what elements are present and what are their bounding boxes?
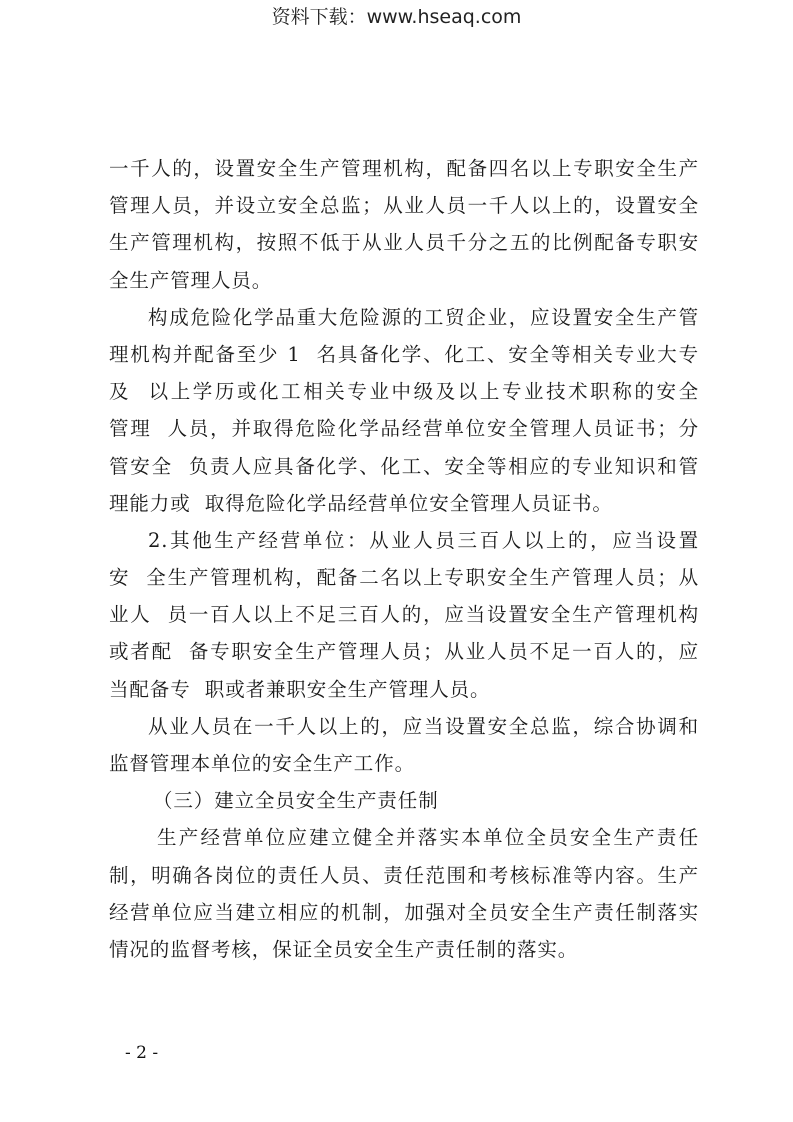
paragraph-3-line-2: 安 全生产管理机构，配备二名以上专职安全生产管理人员；从: [109, 566, 699, 590]
document-body: [109, 150, 699, 968]
paragraph-6-line-4: 情况的监督考核，保证全员安全生产责任制的落实。: [109, 937, 579, 961]
paragraph-1-line-4: 全生产管理人员。: [109, 268, 273, 292]
paragraph-2-line-6: 理能力或 取得危险化学品经营单位安全管理人员证书。: [109, 491, 613, 515]
paragraph-1-line-2: 管理人员，并设立安全总监；从业人员一千人以上的，设置安全: [109, 194, 699, 218]
paragraph-2-line-3: 及 以上学历或化工相关专业中级及以上专业技术职称的安全: [109, 380, 699, 404]
paragraph-3-line-3: 业人 员一百人以上不足三百人的，应当设置安全生产管理机构: [109, 603, 699, 627]
paragraph-6-line-3: 经营单位应当建立相应的机制，加强对全员安全生产责任制落实: [109, 900, 699, 924]
paragraph-4-line-2: 监督管理本单位的安全生产工作。: [109, 752, 416, 775]
paragraph-6-line-2: 制，明确各岗位的责任人员、责任范围和考核标准等内容。生产: [109, 863, 699, 887]
section-heading: （三）建立全员安全生产责任制: [153, 789, 439, 813]
paragraph-3-line-1: 2.其他生产经营单位：从业人员三百人以上的，应当设置: [148, 528, 699, 552]
paragraph-3-line-5: 当配备专 职或者兼职安全生产管理人员。: [109, 677, 491, 701]
paragraph-2-line-1: 构成危险化学品重大危险源的工贸企业，应设置安全生产管: [148, 305, 699, 329]
paragraph-2-line-2: 理机构并配备至少 1 名具备化学、化工、安全等相关专业大专: [109, 342, 699, 366]
document-header: 资料下载：www.hseaq.com: [271, 6, 522, 28]
paragraph-1-line-1: 一千人的，设置安全生产管理机构，配备四名以上专职安全生产: [109, 157, 699, 180]
paragraph-1-line-3: 生产管理机构，按照不低于从业人员千分之五的比例配备专职安: [109, 231, 699, 255]
paragraph-4-line-1: 从业人员在一千人以上的，应当设置安全总监，综合协调和: [148, 714, 699, 738]
paragraph-2-line-4: 管理 人员，并取得危险化学品经营单位安全管理人员证书；分: [109, 417, 699, 441]
paragraph-3-line-4: 或者配 备专职安全生产管理人员；从业人员不足一百人的，应: [109, 640, 699, 664]
paragraph-2-line-5: 管安全 负责人应具备化学、化工、安全等相应的专业知识和管: [109, 454, 699, 478]
page-number: - 2 -: [125, 1043, 159, 1063]
paragraph-6-line-1: 生产经营单位应建立健全并落实本单位全员安全生产责任: [157, 826, 699, 850]
